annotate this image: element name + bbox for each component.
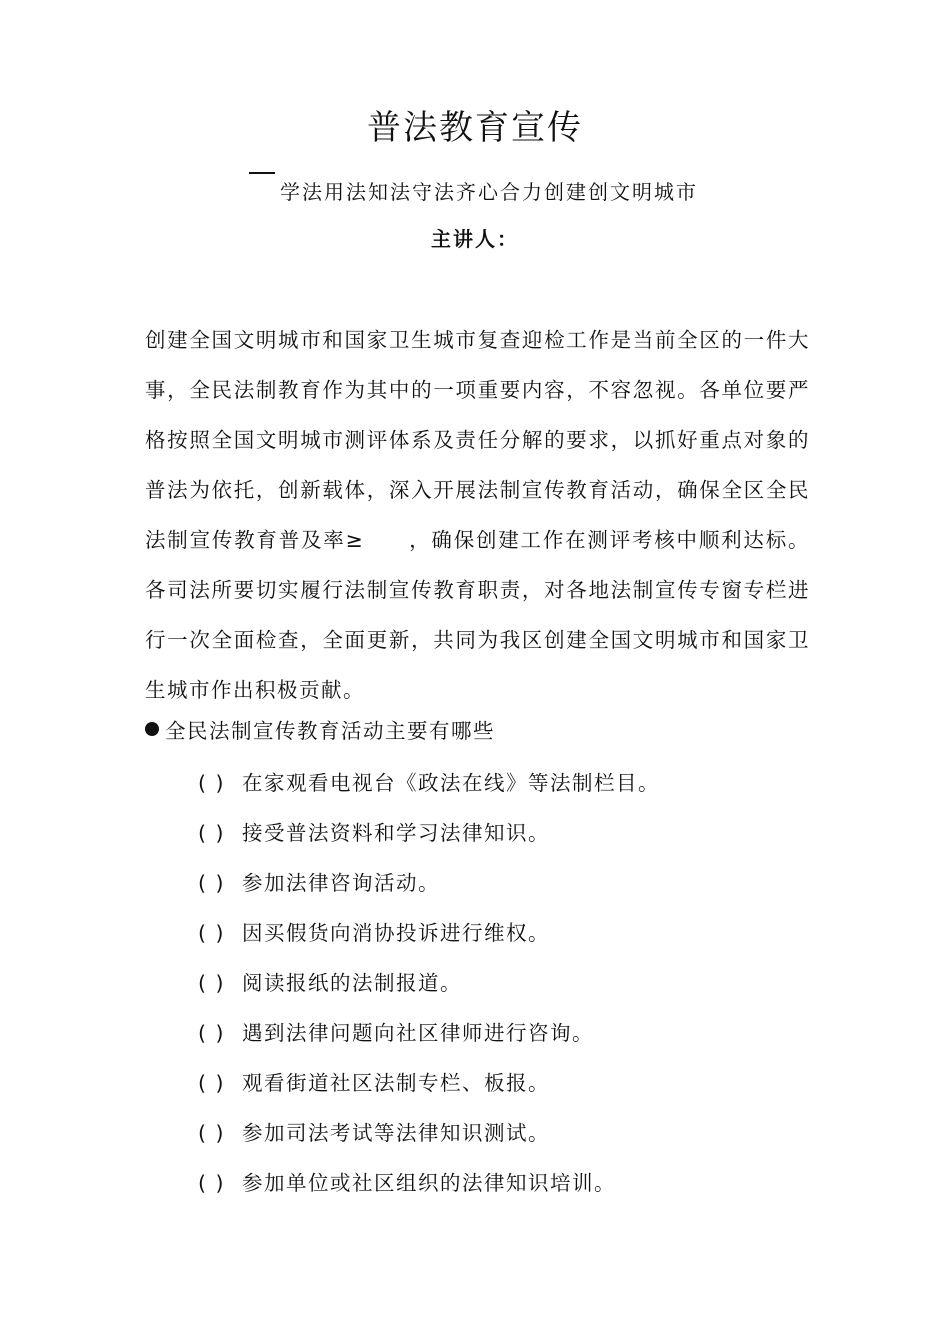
list-item: [198, 758, 660, 808]
option-text: 因买假货向消协投诉进行维权。: [242, 921, 550, 945]
option-text: 遇到法律问题向社区律师进行咨询。: [242, 1021, 594, 1045]
document-subtitle: 学法用法知法守法齐心合力创建创文明城市: [280, 180, 698, 204]
intro-paragraph: 创建全国文明城市和国家卫生城市复查迎检工作是当前全区的一件大事，全民法制教育作为其中的一项重要内容，不容忽视。各单位要严格按照全国文明城市测评体系及责任分解的要求，以抓好重点对象的普法为依托，创新载体，深入开展法制宣传教育活动，确保全区全民法制宣传教育普及率≥ ，确保创建工作在测评考核中顺利达标。各司法所要切实履行法制宣传教育职责，对各地法制宣传专窗专栏进行一次全面检查，全面更新，共同为我区创建全国文明城市和国家卫生城市作出积极贡献。: [145, 328, 810, 702]
section-heading-text: 全民法制宣传教育活动主要有哪些: [165, 719, 495, 743]
list-item: [198, 1158, 660, 1208]
answer-blank: ( ): [198, 771, 226, 795]
list-item: [198, 908, 660, 958]
answer-blank: ( ): [198, 821, 226, 845]
subtitle-dash: [249, 172, 275, 174]
answer-blank: ( ): [198, 921, 226, 945]
option-text: 在家观看电视台《政法在线》等法制栏目。: [242, 771, 660, 795]
answer-blank: ( ): [198, 871, 226, 895]
answer-blank: ( ): [198, 1121, 226, 1145]
activity-options-list: [198, 758, 660, 1208]
list-item: [198, 858, 660, 908]
list-item: [198, 1058, 660, 1108]
option-text: 参加法律咨询活动。: [242, 871, 440, 895]
presenter-label: 主讲人：: [431, 227, 519, 251]
list-item: [198, 808, 660, 858]
option-text: 阅读报纸的法制报道。: [242, 971, 462, 995]
option-text: 参加单位或社区组织的法律知识培训。: [242, 1171, 616, 1195]
document-title: 普法教育宣传: [367, 108, 583, 148]
option-text: 参加司法考试等法律知识测试。: [242, 1121, 550, 1145]
option-text: 观看街道社区法制专栏、板报。: [242, 1071, 550, 1095]
bullet-icon: [145, 722, 159, 736]
answer-blank: ( ): [198, 1171, 226, 1195]
section-heading: [145, 714, 495, 744]
option-text: 接受普法资料和学习法律知识。: [242, 821, 550, 845]
answer-blank: ( ): [198, 1071, 226, 1095]
answer-blank: ( ): [198, 971, 226, 995]
list-item: [198, 1108, 660, 1158]
answer-blank: ( ): [198, 1021, 226, 1045]
list-item: [198, 958, 660, 1008]
list-item: [198, 1008, 660, 1058]
